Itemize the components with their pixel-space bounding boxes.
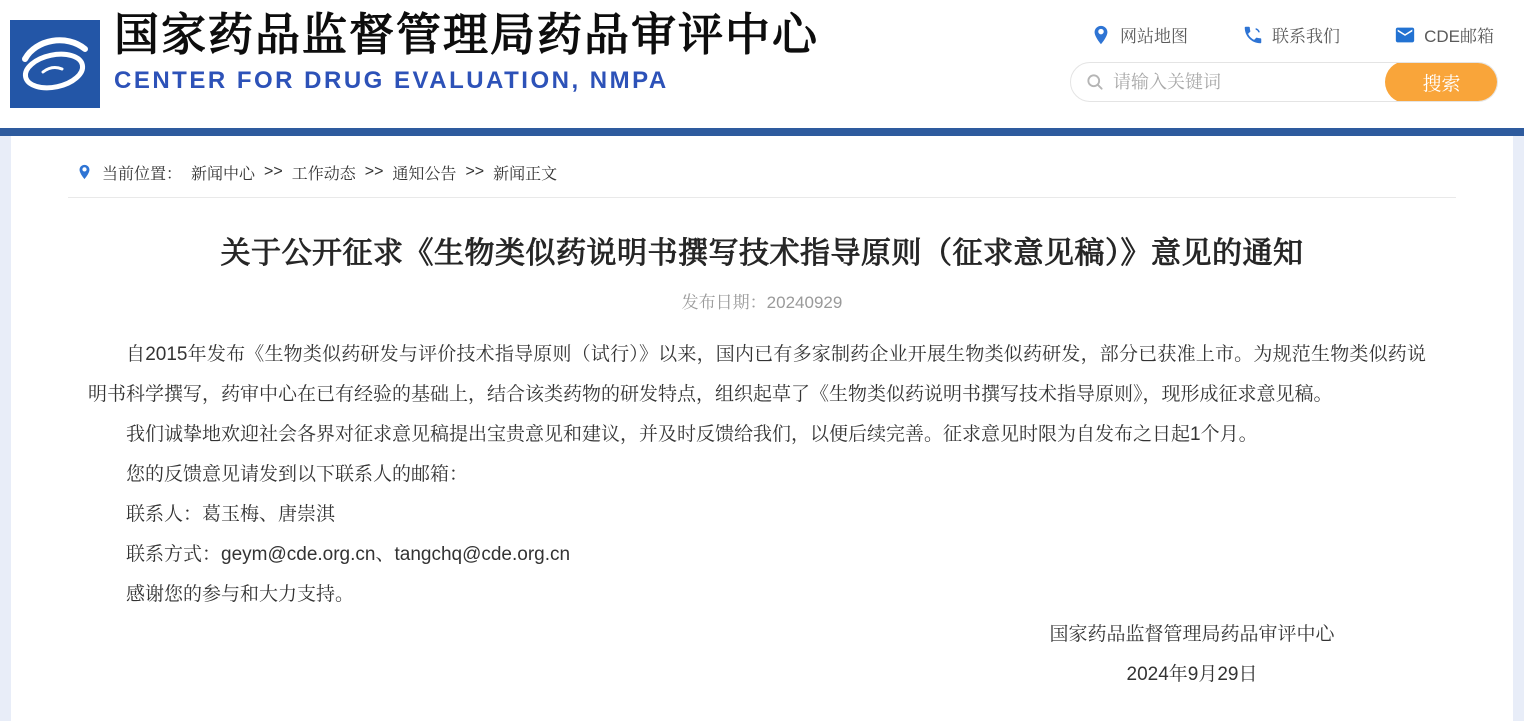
- site-title-cn: 国家药品监督管理局药品审评中心: [114, 9, 820, 60]
- signature-org: 国家药品监督管理局药品审评中心: [1049, 624, 1335, 645]
- breadcrumb-item-news-center[interactable]: 新闻中心: [191, 165, 256, 183]
- article-paragraph: 自2015年发布《生物类似药研发与评价技术指导原则（试行）》以来，国内已有多家制药企业开展生物类似药研发，部分已获准上市。为规范生物类似药说明书科学撰写，药审中心在已有经验的基础上，结合该类药物的研发特点，组织起草了《生物类似药说明书撰写技术指导原则》，现形成征求意见稿。: [88, 344, 1426, 405]
- phone-icon: [1242, 24, 1264, 46]
- article-paragraph: 您的反馈意见请发到以下联系人的邮箱：: [126, 464, 469, 485]
- nav-mailbox-link[interactable]: [1394, 22, 1494, 47]
- mail-icon: [1394, 24, 1416, 46]
- article-paragraph: 感谢您的参与和大力支持。: [126, 584, 355, 605]
- article-title: 关于公开征求《生物类似药说明书撰写技术指导原则（征求意见稿）》意见的通知: [220, 237, 1304, 270]
- nav-sitemap-label: 网站地图: [1120, 27, 1188, 46]
- location-pin-icon: [76, 161, 93, 183]
- signature-date: 2024年9月29日: [1126, 664, 1258, 685]
- search-input[interactable]: [1113, 72, 1385, 93]
- breadcrumb-separator: >>: [264, 163, 283, 180]
- article-body: [68, 335, 1456, 615]
- nav-sitemap-link[interactable]: [1090, 22, 1188, 47]
- cde-logo[interactable]: [10, 20, 100, 108]
- search-button[interactable]: 搜索: [1385, 62, 1498, 102]
- nav-contact-link[interactable]: [1242, 22, 1340, 47]
- signature-block: [1042, 615, 1342, 695]
- site-header: [0, 0, 1524, 128]
- cde-logo-icon: [10, 20, 100, 108]
- breadcrumb-item-notices[interactable]: 通知公告: [392, 165, 457, 183]
- page-background: [0, 136, 1524, 721]
- breadcrumb-separator: >>: [465, 163, 485, 180]
- breadcrumb-item-current: 新闻正文: [493, 165, 558, 183]
- site-title-en: CENTER FOR DRUG EVALUATION, NMPA: [114, 67, 669, 94]
- nav-mailbox-label: CDE邮箱: [1424, 27, 1494, 46]
- breadcrumb-divider: [68, 197, 1456, 198]
- article-paragraph-emails: 联系方式：geym@cde.org.cn、tangchq@cde.org.cn: [126, 544, 571, 565]
- nav-contact-label: 联系我们: [1272, 27, 1341, 46]
- header-band-divider: [0, 128, 1524, 136]
- content-container: [11, 136, 1513, 721]
- article-paragraph: 我们诚挚地欢迎社会各界对征求意见稿提出宝贵意见和建议，并及时反馈给我们，以便后续完善。征求意见时限为自发布之日起1个月。: [126, 424, 1258, 445]
- search-bar: [1070, 62, 1498, 102]
- breadcrumb-label: 当前位置：: [102, 165, 183, 183]
- breadcrumb-separator: >>: [364, 163, 384, 180]
- breadcrumb: [68, 160, 1456, 184]
- top-nav: [1070, 22, 1498, 47]
- map-pin-icon: [1090, 24, 1112, 46]
- breadcrumb-item-work-dynamics[interactable]: 工作动态: [291, 165, 356, 183]
- site-titles: [114, 8, 819, 95]
- publish-date: 发布日期：20240929: [681, 293, 843, 312]
- article-paragraph-contacts: 联系人：葛玉梅、唐崇淇: [126, 504, 336, 525]
- header-utilities: [1070, 22, 1498, 102]
- search-icon: [1085, 72, 1105, 92]
